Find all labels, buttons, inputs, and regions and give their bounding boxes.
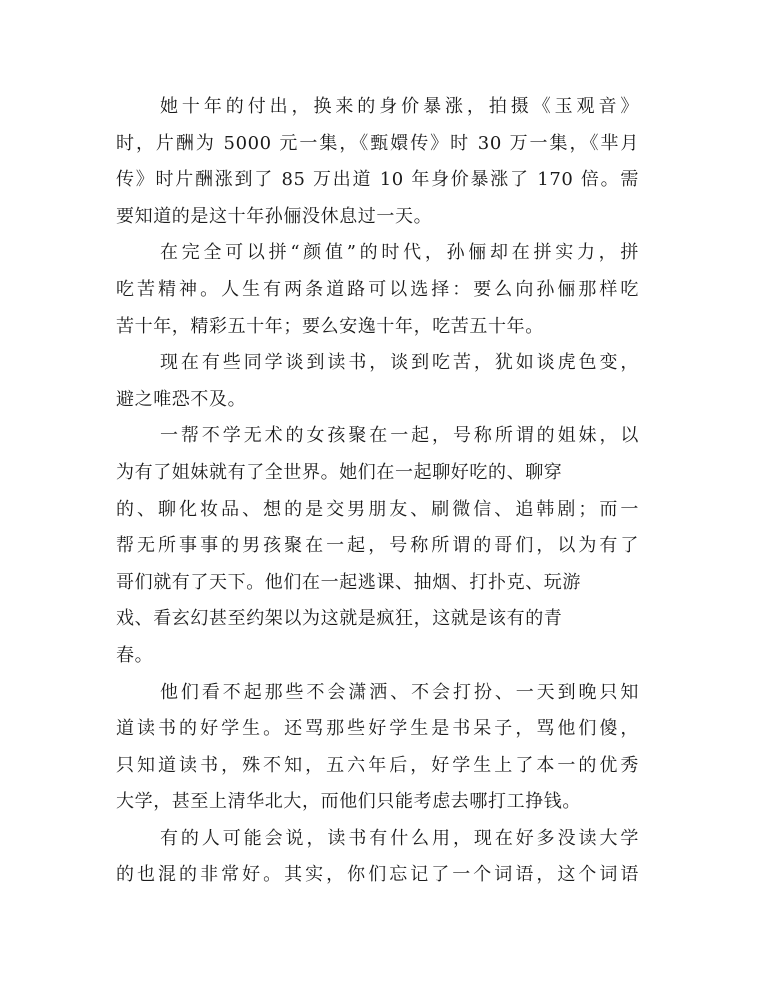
text-line: 戏、看玄幻甚至约架以为这就是疯狂，这就是该有的青 [116, 608, 563, 630]
text-line: 道读书的好学生。还骂那些好学生是书呆子，骂他们傻， [116, 718, 639, 740]
text-line: 的也混的非常好。其实，你们忘记了一个词语，这个词语 [116, 864, 639, 886]
text-line: 的、聊化妆品、想的是交男朋友、刷微信、追韩剧；而一 [116, 498, 639, 520]
text-line: 苦十年，精彩五十年；要么安逸十年，吃苦五十年。 [116, 315, 544, 337]
text-line: 时，片酬为 5000 元一集，《甄嬛传》时 30 万一集，《芈月 [116, 132, 639, 154]
text-line: 要知道的是这十年孙俪没休息过一天。 [116, 205, 433, 227]
text-line: 现在有些同学谈到读书，谈到吃苦，犹如谈虎色变， [160, 352, 639, 374]
text-line: 有的人可能会说，读书有什么用，现在好多没读大学 [160, 827, 639, 849]
text-line: 她十年的付出，换来的身价暴涨，拍摄《玉观音》 [160, 96, 639, 117]
text-line: 帮无所事事的男孩聚在一起，号称所谓的哥们，以为有了 [116, 535, 639, 557]
text-line: 传》时片酬涨到了 85 万出道 10 年身价暴涨了 170 倍。需 [116, 169, 639, 191]
document-body [116, 89, 639, 894]
text-line: 为有了姐妹就有了全世界。她们在一起聊好吃的、聊穿 [116, 461, 563, 483]
text-line: 他们看不起那些不会潇洒、不会打扮、一天到晚只知 [160, 681, 639, 703]
text-line: 一帮不学无术的女孩聚在一起，号称所谓的姐妹，以 [160, 425, 639, 447]
text-line: 在完全可以拼“颜值”的时代，孙俪却在拼实力，拼 [160, 242, 639, 264]
text-line: 春。 [116, 644, 154, 666]
text-line: 只知道读书，殊不知，五六年后，好学生上了本一的优秀 [116, 754, 639, 776]
text-line: 避之唯恐不及。 [116, 388, 247, 410]
text-line: 吃苦精神。人生有两条道路可以选择：要么向孙俪那样吃 [116, 278, 639, 300]
text-line: 大学，甚至上清华北大，而他们只能考虑去哪打工挣钱。 [116, 791, 581, 813]
text-line: 哥们就有了天下。他们在一起逃课、抽烟、打扑克、玩游 [116, 571, 581, 593]
